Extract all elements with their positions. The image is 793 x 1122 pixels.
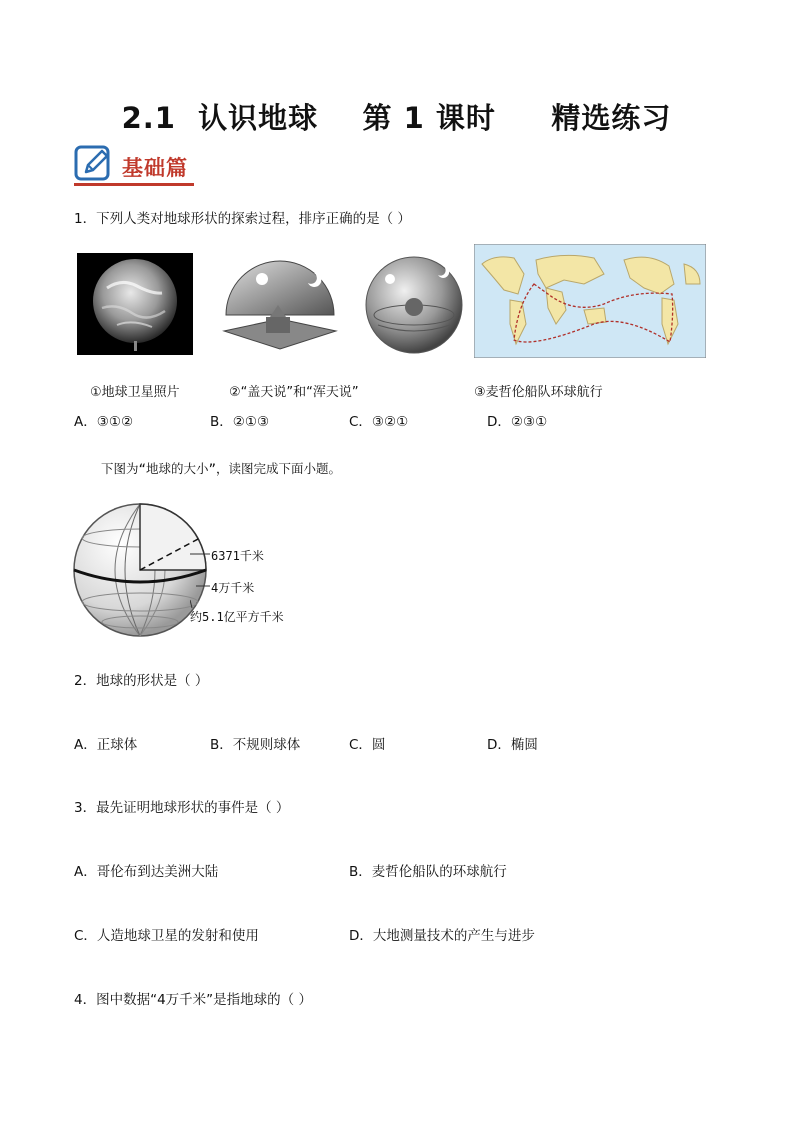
q3-option-a[interactable]: A．哥伦布到达美洲大陆 (74, 864, 219, 880)
q1-option-b[interactable]: B．②①③ (210, 414, 270, 430)
q2-option-c[interactable]: C．圆 (349, 737, 386, 753)
q3-option-b[interactable]: B．麦哲伦船队的环球航行 (349, 864, 507, 880)
q3-option-c[interactable]: C．人造地球卫星的发射和使用 (74, 928, 259, 944)
caption-3: ③麦哲伦船队环球航行 (474, 385, 603, 400)
q3-stem: 3．最先证明地球形状的事件是（ ） (74, 800, 290, 816)
q4-stem: 4．图中数据“4万千米”是指地球的（ ） (74, 992, 312, 1008)
globe-diagram (70, 498, 210, 640)
q1-option-d[interactable]: D．②③① (487, 414, 548, 430)
globe-label-radius: 6371千米 (211, 549, 264, 563)
sphere-illustration (360, 253, 468, 357)
globe-label-area: 约5.1亿平方千米 (190, 610, 284, 624)
pencil-icon (74, 145, 112, 183)
globe-label-equator: 4万千米 (211, 581, 255, 595)
q1-option-c[interactable]: C．③②① (349, 414, 409, 430)
q3-option-d[interactable]: D．大地测量技术的产生与进步 (349, 928, 535, 944)
q2-option-d[interactable]: D．椭圆 (487, 737, 538, 753)
globe-leader-lines (190, 540, 220, 610)
figure-intro: 下图为“地球的大小”，读图完成下面小题。 (101, 461, 342, 476)
satellite-photo (77, 253, 193, 355)
q1-stem: 1．下列人类对地球形状的探索过程，排序正确的是（ ） (74, 211, 411, 227)
q2-option-a[interactable]: A．正球体 (74, 737, 138, 753)
section-label: 基础篇 (122, 155, 188, 180)
dome-illustration (220, 253, 340, 357)
section-underline (74, 183, 194, 186)
q2-option-b[interactable]: B．不规则球体 (210, 737, 301, 753)
caption-2: ②“盖天说”和“浑天说” (229, 385, 359, 400)
world-map-voyage (474, 244, 706, 358)
q2-stem: 2．地球的形状是（ ） (74, 673, 209, 689)
caption-1: ①地球卫星照片 (90, 385, 180, 400)
page-title: 2.1 认识地球 第 1 课时 精选练习 (121, 101, 672, 135)
q1-option-a[interactable]: A．③①② (74, 414, 134, 430)
